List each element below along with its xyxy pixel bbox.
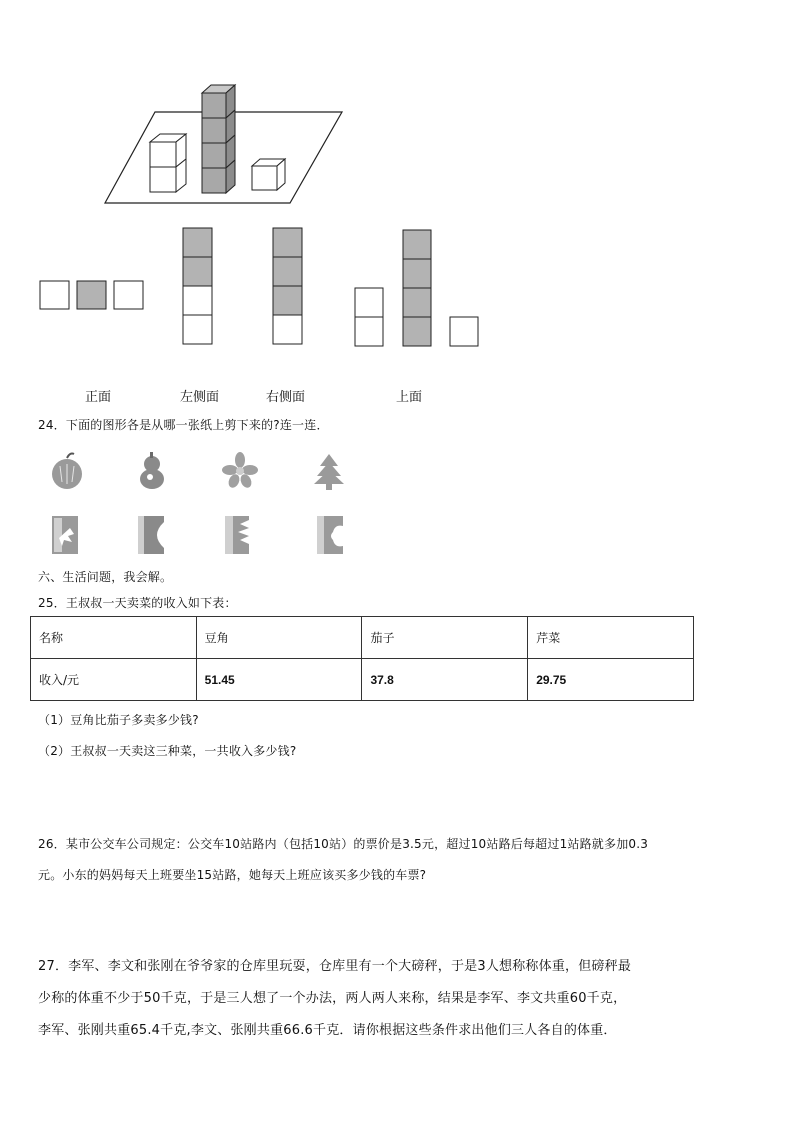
question-27-line-2: 少称的体重不少于50千克，于是三人想了一个办法，两人两人来称，结果是李军、李文共重60千克， [38, 991, 627, 1006]
cube-stack-figure [0, 0, 794, 220]
label-front: 正面 [85, 390, 112, 405]
left-view [183, 228, 212, 344]
table-header-cell: 茄子 [362, 617, 528, 659]
table-header-cell: 豆角 [196, 617, 362, 659]
section-6-title: 六、生活问题，我会解。 [38, 570, 173, 584]
tree-icon [314, 454, 344, 490]
table-header-cell: 芹菜 [528, 617, 694, 659]
cut-shapes-row [0, 448, 794, 498]
question-25-part-2: （2）王叔叔一天卖这三种菜，一共收入多少钱? [38, 744, 297, 758]
view-figures [0, 220, 794, 360]
paper-cuts-row [0, 510, 794, 560]
question-26-line-1: 26．某市公交车公司规定：公交车10站路内（包括10站）的票价是3.5元，超过10站路后每超过1站路就多加0.3 [38, 837, 649, 851]
question-24: 24．下面的图形各是从哪一张纸上剪下来的?连一连． [38, 418, 329, 432]
tall-cube-stack [202, 85, 235, 193]
right-view [273, 228, 302, 344]
table-cell: 29.75 [528, 659, 694, 701]
single-cube [252, 159, 285, 190]
question-27-line-3: 李军、张刚共重65.4千克,李文、张刚共重66.6千克．请你根据这些条件求出他们三人各自的体重． [38, 1023, 617, 1038]
question-27-line-1: 27．李军、李文和张刚在爷爷家的仓库里玩耍，仓库里有一个大磅秤，于是3人想称称体重，但磅秤最 [38, 959, 632, 974]
front-view [40, 281, 143, 309]
table-cell: 收入/元 [31, 659, 197, 701]
gourd-icon [140, 452, 164, 489]
label-left: 左侧面 [180, 390, 220, 405]
table-cell: 37.8 [362, 659, 528, 701]
paper-cut-1 [52, 516, 78, 554]
paper-cut-2 [138, 516, 164, 554]
flower-icon [222, 452, 258, 489]
label-top: 上面 [396, 390, 423, 405]
apple-icon [52, 454, 82, 490]
table-cell: 51.45 [196, 659, 362, 701]
table-row [31, 659, 694, 701]
table-row [31, 617, 694, 659]
question-26-line-2: 元。小东的妈妈每天上班要坐15站路，她每天上班应该买多少钱的车票? [38, 868, 427, 882]
question-25: 25．王叔叔一天卖菜的收入如下表： [38, 596, 237, 610]
paper-cut-3 [225, 516, 249, 554]
top-view [355, 230, 478, 346]
table-header-cell: 名称 [31, 617, 197, 659]
label-right: 右侧面 [266, 390, 306, 405]
paper-cut-4 [317, 516, 343, 554]
question-25-part-1: （1）豆角比茄子多卖多少钱? [38, 713, 199, 727]
income-table [30, 616, 694, 701]
left-cube-stack [150, 134, 186, 192]
